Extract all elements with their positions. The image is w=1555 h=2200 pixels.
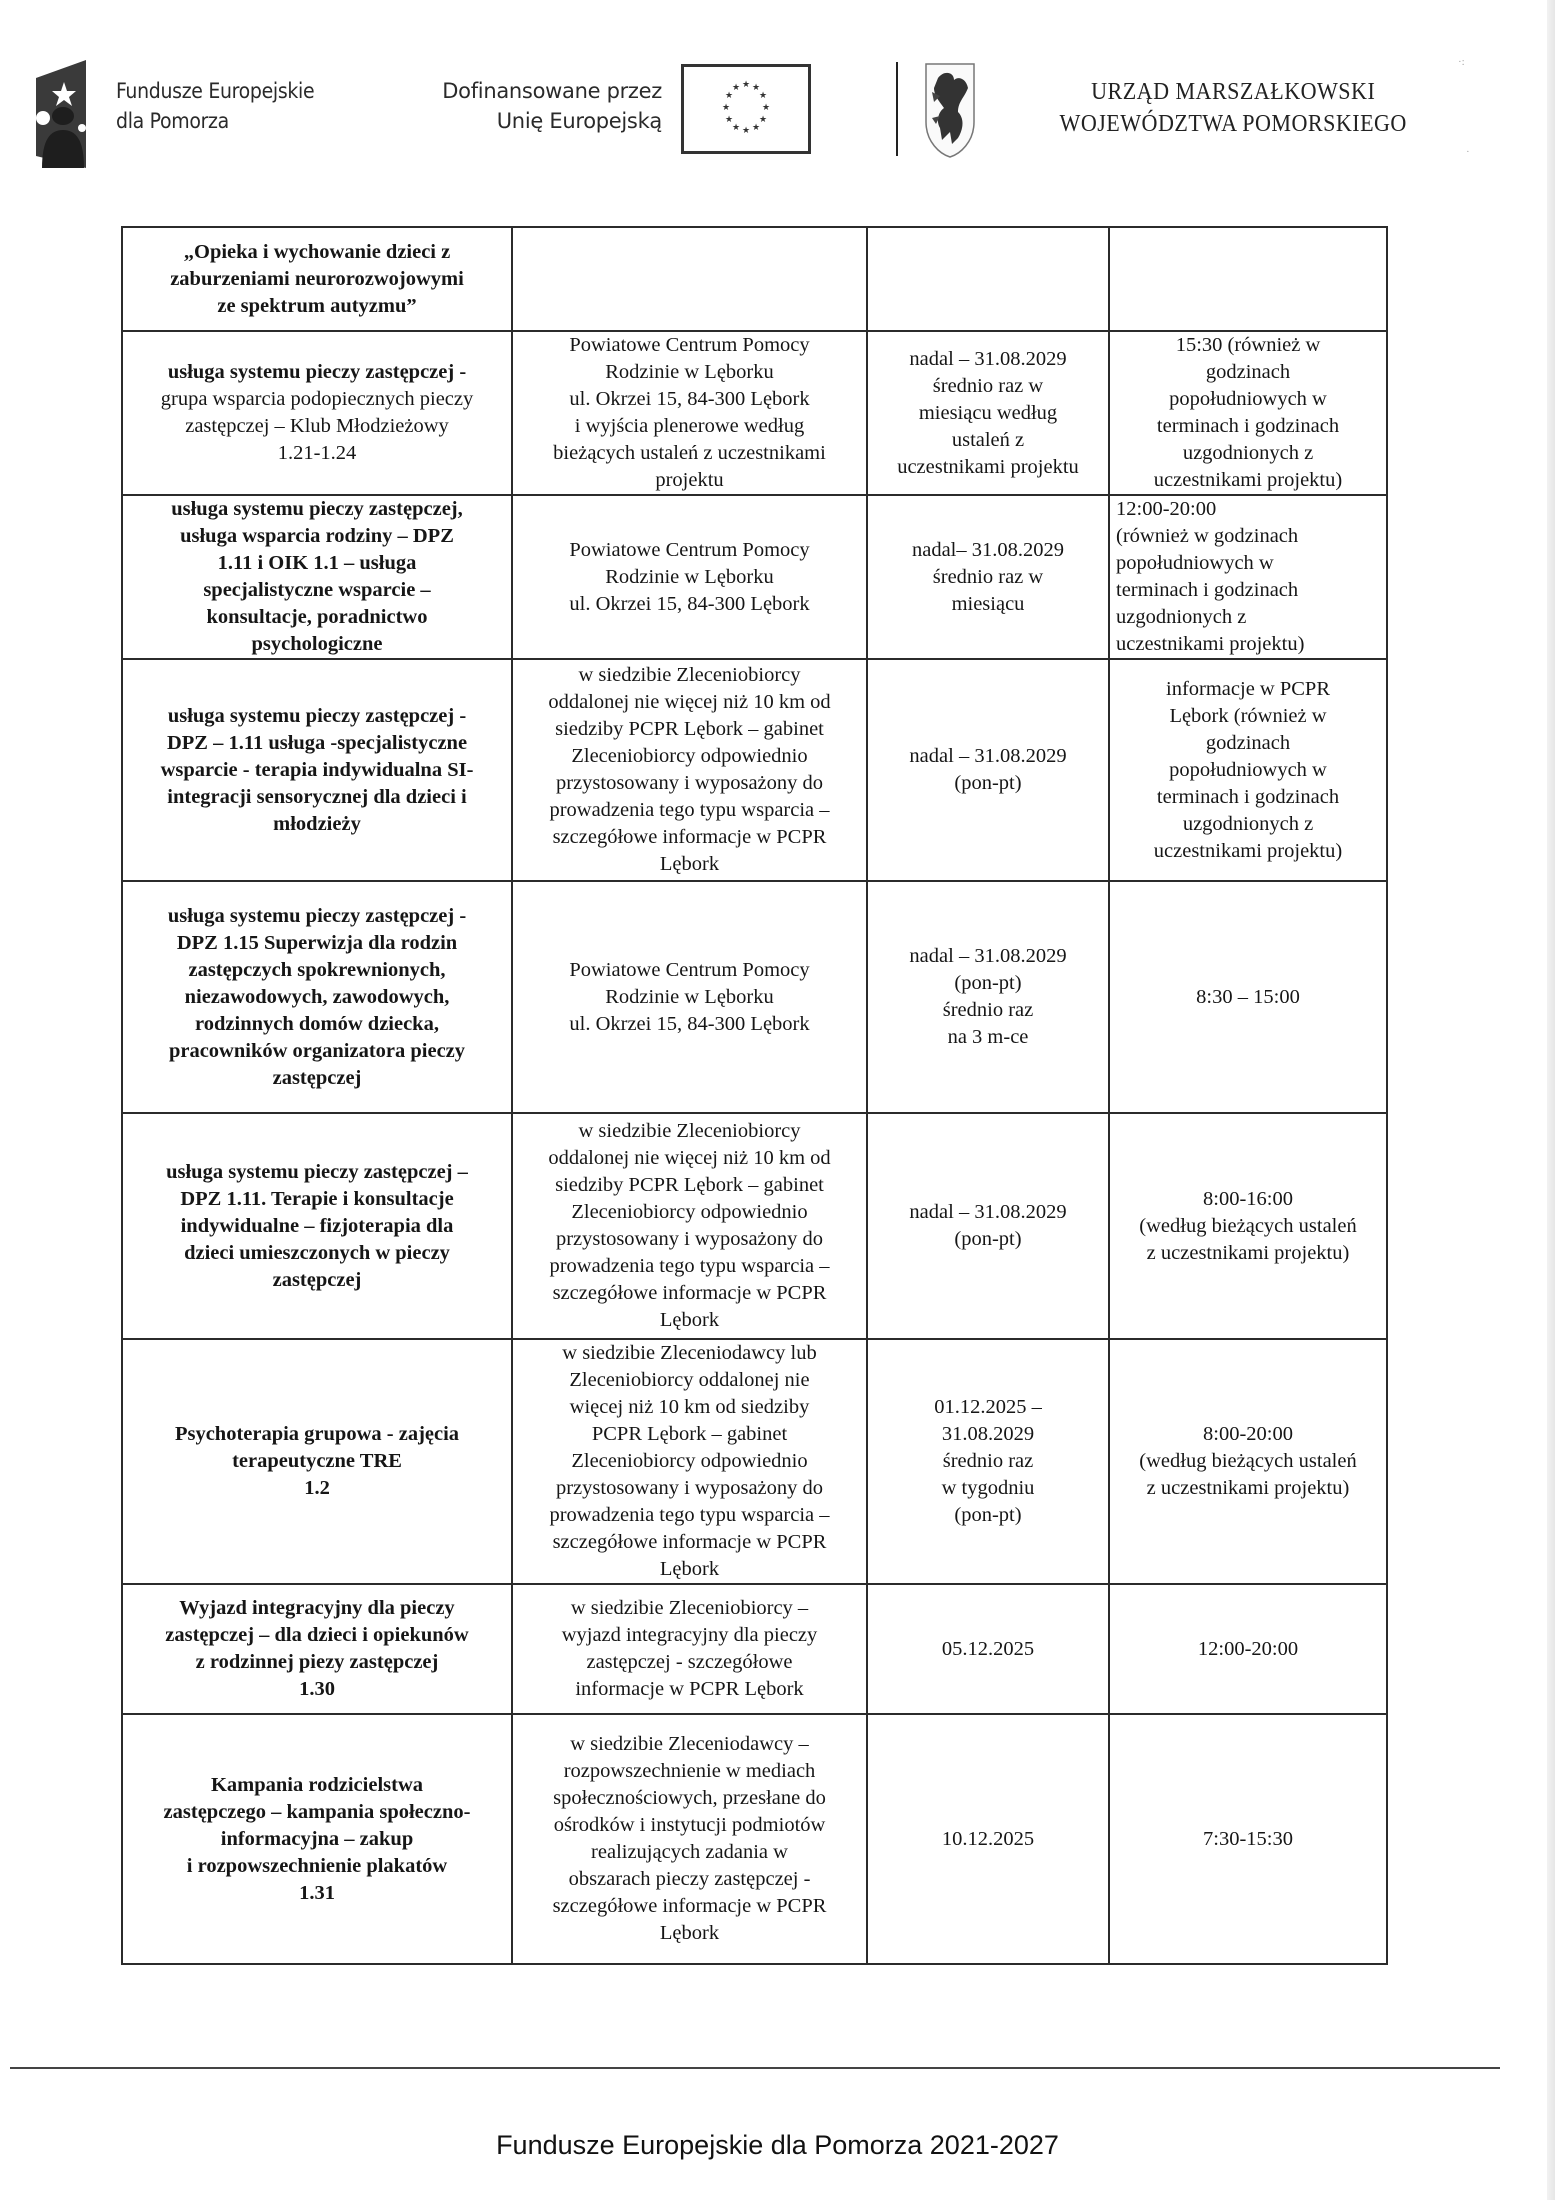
hours-cell xyxy=(1109,881,1387,1113)
cell-text-line: 8:30 – 15:00 xyxy=(1196,985,1300,1008)
cell-text-line: ze spektrum autyzmu” xyxy=(217,294,417,317)
hours-cell xyxy=(1109,495,1387,659)
place-cell xyxy=(512,1714,867,1964)
cell-text-line: konsultacje, poradnictwo xyxy=(206,606,428,628)
fe-line-1: Fundusze Europejskie xyxy=(116,79,315,103)
svg-text:★: ★ xyxy=(721,103,731,113)
cell-text-line: informacyjna – zakup xyxy=(220,1827,414,1850)
cell-text-line: Psychoterapia grupowa - zajęcia xyxy=(174,1423,460,1445)
cell-text-line: 1.30 xyxy=(299,1678,335,1700)
service-bold-title: usługa systemu pieczy zastępczej - xyxy=(167,361,467,383)
service-cell xyxy=(122,1714,512,1964)
cell-text-line: usługa wsparcia rodziny – DPZ xyxy=(180,525,454,547)
hours-cell xyxy=(1109,1113,1387,1339)
cell-text-line: szczegółowe informacje w PCPR xyxy=(552,1531,827,1553)
cell-text-line: Zleceniobiorcy odpowiednio xyxy=(571,1201,808,1223)
cell-text-line: Powiatowe Centrum Pomocy xyxy=(569,538,810,561)
cell-text-line: Powiatowe Centrum Pomocy xyxy=(569,958,810,981)
cell-text-line: niezawodowych, zawodowych, xyxy=(184,985,450,1008)
service-cell xyxy=(122,659,512,881)
place-cell xyxy=(512,227,867,331)
svg-text:★: ★ xyxy=(761,103,771,113)
term-cell xyxy=(867,1584,1109,1714)
cell-text-line: (pon-pt) xyxy=(954,972,1022,994)
cell-text-line: 1.2 xyxy=(304,1477,330,1499)
cell-text-line: zastępczej xyxy=(272,1268,362,1291)
cell-text-line: Zleceniobiorcy odpowiednio xyxy=(571,1450,808,1472)
cell-text-line: „Opieka i wychowanie dzieci z xyxy=(183,240,451,263)
cell-text-line: Lębork xyxy=(659,1558,720,1580)
cell-text-line: uzgodnionych z xyxy=(1182,442,1314,464)
cell-text-line: usługa systemu pieczy zastępczej, xyxy=(171,498,463,520)
cell-text-line: prowadzenia tego typu wsparcia – xyxy=(549,799,830,821)
term-cell xyxy=(867,1339,1109,1584)
footer-program-name: Fundusze Europejskie dla Pomorza 2021-2027 xyxy=(496,2130,1059,2160)
cell-text-line: nadal– 31.08.2029 xyxy=(911,538,1065,561)
term-cell xyxy=(867,659,1109,881)
urzad-line-2: WOJEWÓDZTWA POMORSKIEGO xyxy=(1059,111,1407,137)
cell-text-line: nadal – 31.08.2029 xyxy=(909,945,1067,967)
cell-text-line: (pon-pt) xyxy=(954,772,1022,794)
cell-text-line: obszarach pieczy zastępczej - xyxy=(568,1868,811,1890)
cell-text-line: szczegółowe informacje w PCPR xyxy=(552,826,827,848)
cell-text-line: z uczestnikami projektu) xyxy=(1146,1477,1350,1499)
cell-text-line: i wyjścia plenerowe według xyxy=(574,415,805,437)
footer-divider xyxy=(10,2067,1500,2069)
cell-text-line: siedziby PCPR Lębork – gabinet xyxy=(555,718,824,740)
place-cell xyxy=(512,1339,867,1584)
cell-text-line: przystosowany i wyposażony do xyxy=(555,1477,824,1499)
svg-text:★: ★ xyxy=(741,80,751,90)
cell-text-line: Lębork xyxy=(659,1922,720,1944)
table-row xyxy=(122,495,1387,659)
cell-text-line: usługa systemu pieczy zastępczej - xyxy=(167,704,467,727)
table-row xyxy=(122,659,1387,881)
cell-text-line: uczestnikami projektu) xyxy=(1153,469,1343,491)
logo-header xyxy=(0,0,1555,190)
place-cell xyxy=(512,659,867,881)
svg-text:★: ★ xyxy=(741,126,751,136)
cell-text-line: średnio raz w xyxy=(932,565,1044,588)
term-cell xyxy=(867,881,1109,1113)
hours-cell xyxy=(1109,227,1387,331)
place-cell xyxy=(512,881,867,1113)
cell-text-line: popołudniowych w xyxy=(1169,758,1327,781)
cell-text-line: ul. Okrzei 15, 84-300 Lębork xyxy=(569,1012,810,1035)
table-row xyxy=(122,1714,1387,1964)
hours-cell xyxy=(1109,1339,1387,1584)
cell-text-line: miesiącu xyxy=(951,592,1025,615)
cell-text-line: 31.08.2029 xyxy=(941,1423,1035,1445)
cell-text-line: przystosowany i wyposażony do xyxy=(555,772,824,794)
term-cell xyxy=(867,495,1109,659)
hours-cell xyxy=(1109,1584,1387,1714)
hours-cell xyxy=(1109,331,1387,495)
cell-text-line: indywidualne – fizjoterapia dla xyxy=(180,1214,454,1237)
cell-text-line: średnio raz xyxy=(942,999,1034,1021)
cell-text-line: Rodzinie w Lęborku xyxy=(605,985,774,1008)
cell-text-line: w siedzibie Zleceniodawcy – xyxy=(570,1733,809,1755)
cell-text-line: popołudniowych w xyxy=(1169,388,1327,410)
service-cell xyxy=(122,881,512,1113)
table-row xyxy=(122,1113,1387,1339)
cell-text-line: (według bieżących ustaleń xyxy=(1139,1214,1357,1237)
table-row xyxy=(122,227,1387,331)
cell-text-line: Zleceniobiorcy odpowiednio xyxy=(571,745,808,767)
cell-text-line: ośrodków i instytucji podmiotów xyxy=(553,1814,826,1836)
cell-text-line: siedziby PCPR Lębork – gabinet xyxy=(555,1174,824,1196)
cell-text-line: 15:30 (również w xyxy=(1175,334,1321,356)
griffin-coat-of-arms-icon xyxy=(924,62,976,158)
place-cell xyxy=(512,1584,867,1714)
cell-text-line: miesiącu według xyxy=(918,401,1058,424)
svg-text:★: ★ xyxy=(751,123,761,133)
cell-text-line: prowadzenia tego typu wsparcia – xyxy=(549,1504,830,1526)
cell-text-line: (według bieżących ustaleń xyxy=(1139,1450,1357,1472)
cell-text-line: ul. Okrzei 15, 84-300 Lębork xyxy=(569,592,810,615)
cell-text-line: rozpowszechnienie w mediach xyxy=(563,1760,816,1782)
cell-text-line: zastępczej xyxy=(272,1066,362,1089)
cell-text-line: szczegółowe informacje w PCPR xyxy=(552,1895,827,1917)
cell-text-line: 1.21-1.24 xyxy=(277,442,357,464)
cell-text-line: więcej niż 10 km od siedziby xyxy=(569,1396,810,1418)
table-row xyxy=(122,881,1387,1113)
urzad-marszalkowski-name xyxy=(1040,76,1426,140)
cell-text-line: 12:00-20:00 xyxy=(1116,498,1217,520)
scan-speck: · xyxy=(1466,146,1470,158)
svg-text:★: ★ xyxy=(731,123,741,133)
cell-text-line: integracji sensorycznej dla dzieci i xyxy=(167,785,467,808)
cell-text-line: nadal – 31.08.2029 xyxy=(909,347,1067,370)
fe-program-name xyxy=(116,76,314,136)
cell-text-line: (pon-pt) xyxy=(954,1228,1022,1250)
cell-text-line: na 3 m-ce xyxy=(947,1026,1029,1048)
cell-text-line: DPZ – 1.11 usługa -specjalistyczne xyxy=(166,731,468,754)
cell-text-line: przystosowany i wyposażony do xyxy=(555,1228,824,1250)
cell-text-line: DPZ 1.15 Superwizja dla rodzin xyxy=(176,931,458,954)
eu-flag-icon xyxy=(681,64,811,154)
service-cell xyxy=(122,1113,512,1339)
cell-text-line: Zleceniobiorcy oddalonej nie xyxy=(569,1369,810,1391)
svg-text:★: ★ xyxy=(731,83,741,93)
cell-text-line: specjalistyczne wsparcie – xyxy=(203,579,431,601)
cell-text-line: społecznościowych, przesłane do xyxy=(553,1787,826,1809)
cell-text-line: 12:00-20:00 xyxy=(1197,1637,1299,1660)
header-divider xyxy=(896,62,898,156)
table-row xyxy=(122,331,1387,495)
hours-cell xyxy=(1109,659,1387,881)
cell-text-line: (pon-pt) xyxy=(954,1504,1022,1526)
cell-text-line: oddalonej nie więcej niż 10 km od xyxy=(548,1147,831,1169)
cell-text-line: usługa systemu pieczy zastępczej - xyxy=(167,904,467,927)
cell-text-line: 1.11 i OIK 1.1 – usługa xyxy=(217,552,417,574)
cell-text-line: uczestnikami projektu) xyxy=(1116,633,1305,655)
cell-text-line: i rozpowszechnienie plakatów xyxy=(186,1854,448,1877)
cell-text-line: zastępczej – dla dzieci i opiekunów xyxy=(165,1624,469,1646)
service-cell xyxy=(122,1339,512,1584)
cofunded-by-eu-text xyxy=(400,76,662,136)
cell-text-line: Lębork xyxy=(659,853,720,875)
cell-text-line: w siedzibie Zleceniobiorcy – xyxy=(570,1597,809,1619)
cell-text-line: oddalonej nie więcej niż 10 km od xyxy=(548,691,831,713)
service-cell xyxy=(122,1584,512,1714)
service-cell xyxy=(122,495,512,659)
cofund-line-2: Unię Europejską xyxy=(496,109,662,133)
cell-text-line: w tygodniu xyxy=(941,1477,1035,1499)
cell-text-line: młodzieży xyxy=(273,812,361,835)
cell-text-line: godzinach xyxy=(1205,361,1291,383)
cell-text-line: uzgodnionych z xyxy=(1182,812,1314,835)
urzad-line-1: URZĄD MARSZAŁKOWSKI xyxy=(1091,79,1376,105)
svg-text:★: ★ xyxy=(758,91,768,101)
cell-text-line: uzgodnionych z xyxy=(1116,606,1247,628)
cell-text-line: terminach i godzinach xyxy=(1116,579,1299,601)
cell-text-line: ustaleń z xyxy=(951,428,1025,451)
cell-text-line: zastępczego – kampania społeczno- xyxy=(163,1800,471,1823)
svg-text:★: ★ xyxy=(724,115,734,125)
cell-text-line: usługa systemu pieczy zastępczej – xyxy=(166,1160,468,1183)
cell-text-line: rodzinnych domów dziecka, xyxy=(195,1012,439,1035)
fe-line-2: dla Pomorza xyxy=(116,109,229,133)
cell-text-line: godzinach xyxy=(1205,731,1291,754)
cell-text-line: Rodzinie w Lęborku xyxy=(605,361,774,383)
table-row xyxy=(122,1339,1387,1584)
cell-text-line: Wyjazd integracyjny dla pieczy xyxy=(179,1597,455,1619)
cell-text-line: uczestnikami projektu) xyxy=(1153,839,1343,862)
hours-cell xyxy=(1109,1714,1387,1964)
cell-text-line: 05.12.2025 xyxy=(941,1637,1035,1660)
term-cell xyxy=(867,227,1109,331)
cell-text-line: 8:00-20:00 xyxy=(1203,1423,1293,1445)
cell-text-line: zastępczej – Klub Młodzieżowy xyxy=(185,415,449,437)
cell-text-line: popołudniowych w xyxy=(1116,552,1274,574)
cell-text-line: nadal – 31.08.2029 xyxy=(909,1201,1067,1223)
cell-text-line: z uczestnikami projektu) xyxy=(1146,1241,1350,1264)
table-row xyxy=(122,1584,1387,1714)
cell-text-line: Lębork (również w xyxy=(1169,704,1327,727)
cell-text-line: nadal – 31.08.2029 xyxy=(909,745,1067,767)
cell-text-line: Rodzinie w Lęborku xyxy=(605,565,774,588)
cell-text-line: Lębork xyxy=(659,1309,720,1331)
cell-text-line: (również w godzinach xyxy=(1116,525,1299,547)
place-cell xyxy=(512,331,867,495)
cell-text-line: grupa wsparcia podopiecznych pieczy xyxy=(160,388,474,410)
cell-text-line: prowadzenia tego typu wsparcia – xyxy=(549,1255,830,1277)
cell-text-line: terminach i godzinach xyxy=(1156,785,1340,808)
cell-text-line: 10.12.2025 xyxy=(941,1827,1035,1850)
fundusze-europejskie-logo-icon xyxy=(36,60,86,168)
cell-text-line: bieżących ustaleń z uczestnikami xyxy=(553,442,826,464)
scan-page-edge xyxy=(1547,0,1555,2200)
cell-text-line: średnio raz w xyxy=(932,374,1044,397)
cell-text-line: Kampania rodzicielstwa xyxy=(210,1773,424,1796)
services-schedule-table xyxy=(121,226,1388,1965)
cell-text-line: zaburzeniami neurorozwojowymi xyxy=(170,267,464,290)
cofund-line-1: Dofinansowane przez xyxy=(442,79,662,103)
cell-text-line: zastępczych spokrewnionych, xyxy=(188,958,446,981)
cell-text-line: PCPR Lębork – gabinet xyxy=(591,1423,788,1445)
cell-text-line: terapeutyczne TRE xyxy=(232,1450,402,1472)
place-cell xyxy=(512,495,867,659)
cell-text-line: realizujących zadania w xyxy=(591,1841,788,1863)
cell-text-line: w siedzibie Zleceniodawcy lub xyxy=(562,1342,817,1364)
cell-text-line: wsparcie - terapia indywidualna SI- xyxy=(160,758,474,781)
cell-text-line: w siedzibie Zleceniobiorcy xyxy=(578,664,801,686)
cell-text-line: DPZ 1.11. Terapie i konsultacje xyxy=(180,1187,454,1210)
cell-text-line: informacje w PCPR Lębork xyxy=(575,1678,804,1700)
cell-text-line: 7:30-15:30 xyxy=(1203,1827,1293,1850)
cell-text-line: dzieci umieszczonych w pieczy xyxy=(184,1241,450,1264)
cell-text-line: średnio raz xyxy=(942,1450,1034,1472)
service-cell xyxy=(122,331,512,495)
cell-text-line: informacje w PCPR xyxy=(1166,677,1330,700)
term-cell xyxy=(867,1714,1109,1964)
svg-text:★: ★ xyxy=(751,83,761,93)
place-cell xyxy=(512,1113,867,1339)
svg-text:★: ★ xyxy=(724,91,734,101)
cell-text-line: ul. Okrzei 15, 84-300 Lębork xyxy=(569,388,810,410)
cell-text-line: psychologiczne xyxy=(251,633,383,655)
svg-text:★: ★ xyxy=(758,115,768,125)
cell-text-line: Powiatowe Centrum Pomocy xyxy=(569,334,810,356)
term-cell xyxy=(867,331,1109,495)
cell-text-line: szczegółowe informacje w PCPR xyxy=(552,1282,827,1304)
cell-text-line: z rodzinnej piezy zastępczej xyxy=(195,1651,439,1673)
cell-text-line: 8:00-16:00 xyxy=(1203,1187,1293,1210)
cell-text-line: wyjazd integracyjny dla pieczy xyxy=(561,1624,818,1646)
cell-text-line: pracowników organizatora pieczy xyxy=(168,1039,466,1062)
service-cell xyxy=(122,227,512,331)
eu-stars-icon xyxy=(684,67,808,151)
cell-text-line: 1.31 xyxy=(299,1881,335,1904)
cell-text-line: uczestnikami projektu xyxy=(897,455,1079,478)
cell-text-line: w siedzibie Zleceniobiorcy xyxy=(578,1120,801,1142)
term-cell xyxy=(867,1113,1109,1339)
cell-text-line: zastępczej - szczegółowe xyxy=(586,1651,793,1673)
cell-text-line: projektu xyxy=(655,469,724,491)
scan-speck: ·: xyxy=(1458,56,1465,68)
cell-text-line: terminach i godzinach xyxy=(1156,415,1340,437)
cell-text-line: 01.12.2025 – xyxy=(934,1396,1042,1418)
